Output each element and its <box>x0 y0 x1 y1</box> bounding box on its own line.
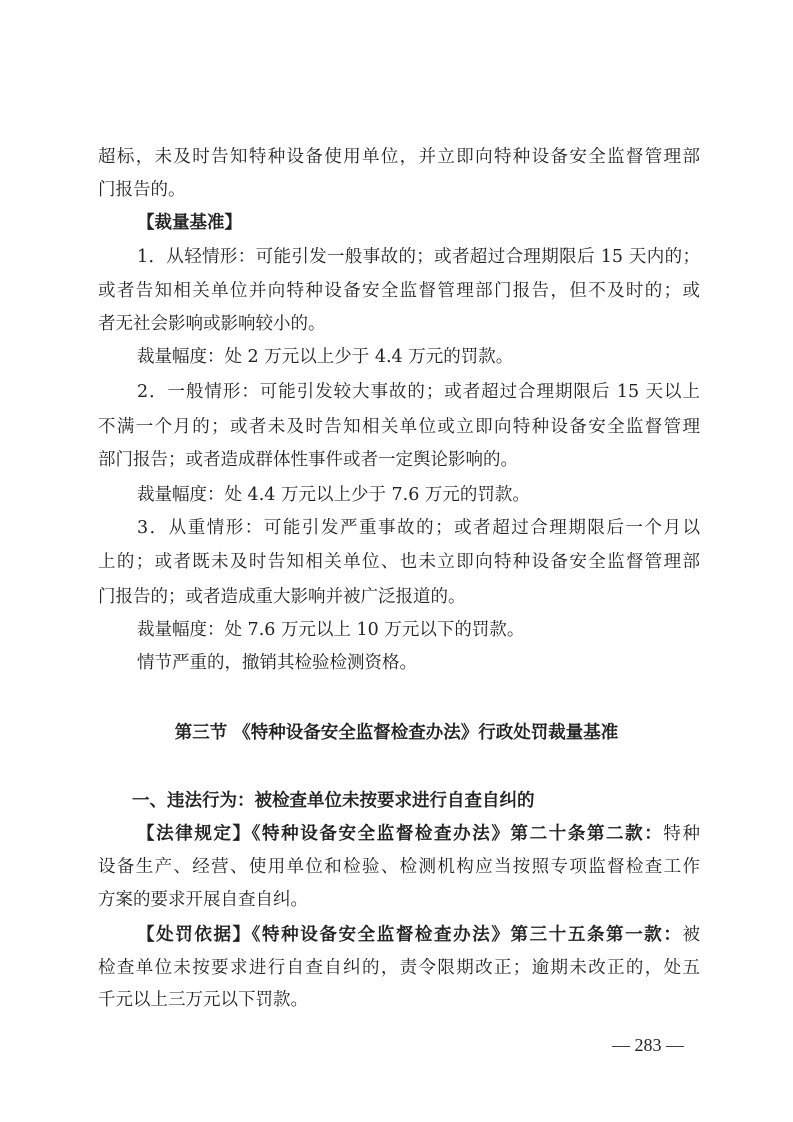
body-text: 特种 <box>663 824 700 844</box>
legal-provision-label: 【法律规定】《特种设备安全监督检查办法》第二十条第二款： <box>137 824 664 844</box>
body-line <box>137 923 700 947</box>
body-line: 上的；或者既未及时告知相关单位、也未立即向特种设备安全监督管理部 <box>98 552 700 572</box>
body-line: 1．从轻情形：可能引发一般事故的；或者超过合理期限后 15 天内的； <box>137 247 700 267</box>
body-line: 千元以上三万元以下罚款。 <box>98 990 308 1010</box>
body-line: 检查单位未按要求进行自查自纠的，责令限期改正；逾期未改正的，处五 <box>98 958 700 978</box>
criteria-heading: 【裁量基准】 <box>137 213 242 233</box>
body-line: 者无社会影响或影响较小的。 <box>98 314 326 334</box>
section-title: 第三节 《特种设备安全监督检查办法》行政处罚裁量基准 <box>174 723 619 743</box>
body-line: 超标，未及时告知特种设备使用单位，并立即向特种设备安全监督管理部 <box>98 147 700 167</box>
penalty-basis-label: 【处罚依据】《特种设备安全监督检查办法》第三十五条第一款： <box>137 925 683 945</box>
body-line: 3．从重情形：可能引发严重事故的；或者超过合理期限后一个月以 <box>137 518 700 538</box>
body-line: 部门报告；或者造成群体性事件或者一定舆论影响的。 <box>98 450 518 470</box>
body-text: 被 <box>682 925 700 945</box>
item-title: 一、违法行为：被检查单位未按要求进行自查自纠的 <box>132 791 535 811</box>
body-line <box>137 822 700 846</box>
body-line: 情节严重的，撤销其检验检测资格。 <box>137 653 417 673</box>
body-line: 或者告知相关单位并向特种设备安全监督管理部门报告，但不及时的；或 <box>98 281 700 301</box>
body-line: 2．一般情形：可能引发较大事故的；或者超过合理期限后 15 天以上 <box>137 382 700 402</box>
body-line: 不满一个月的；或者未及时告知相关单位或立即向特种设备安全监督管理 <box>98 417 700 437</box>
body-line: 裁量幅度：处 2 万元以上少于 4.4 万元的罚款。 <box>137 347 514 367</box>
body-line: 方案的要求开展自查自纠。 <box>98 890 308 910</box>
body-line: 设备生产、经营、使用单位和检验、检测机构应当按照专项监督检查工作 <box>98 857 700 877</box>
body-line: 门报告的；或者造成重大影响并被广泛报道的。 <box>98 587 466 607</box>
page-number: — 283 — <box>612 1035 684 1055</box>
body-line: 裁量幅度：处 7.6 万元以上 10 万元以下的罚款。 <box>137 620 525 640</box>
body-line: 裁量幅度：处 4.4 万元以上少于 7.6 万元的罚款。 <box>137 485 530 505</box>
body-line: 门报告的。 <box>98 180 186 200</box>
